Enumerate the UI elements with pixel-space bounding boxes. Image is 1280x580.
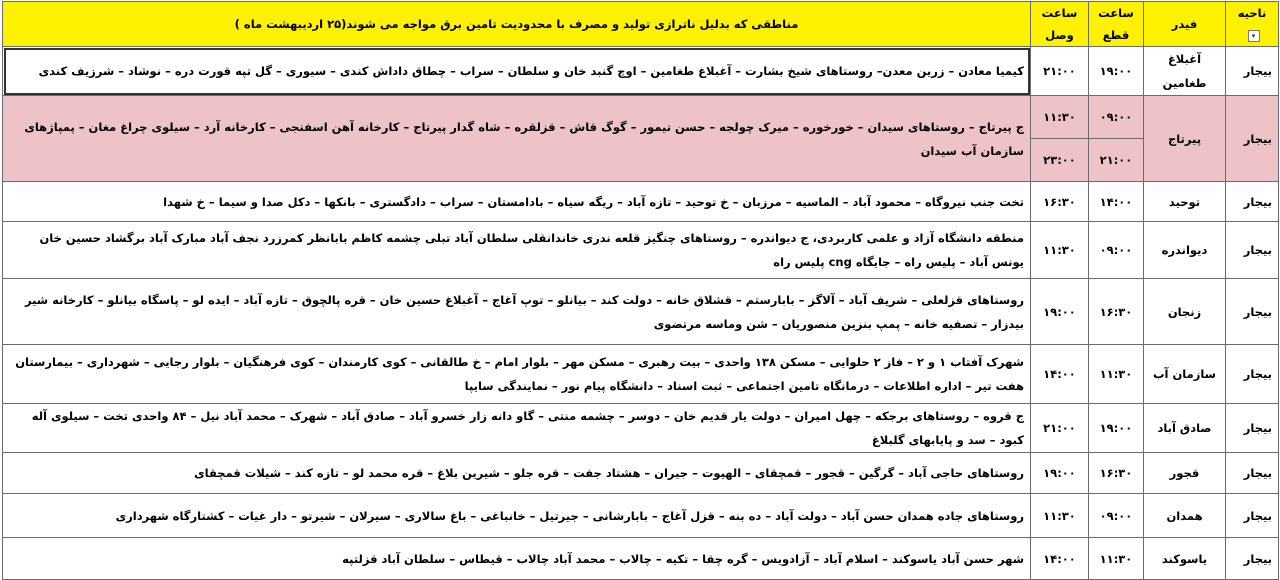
cut-time-cell: ۱۹:۰۰ (1089, 47, 1144, 96)
connect-time-cell: ۱۹:۰۰ (1031, 279, 1089, 345)
areas-cell: شهر حسن آباد یاسوکند – اسلام آباد – آزادویس – گره چقا – تکیه – چالاب – محمد آباد چالاب – قیطاس – سلطان آباد قزلتپه (3, 538, 1031, 580)
region-header-label: ناحیه (1237, 6, 1267, 20)
region-cell: بیجار (1226, 279, 1279, 345)
cut-time-cell: ۰۹:۰۰ (1089, 222, 1144, 279)
region-cell: بیجار (1226, 96, 1279, 182)
areas-cell: ج قروه – روستاهای برجکه – چهل امیران – دولت یار قدیم خان – دوسر – چشمه منتی – گاو دانه زار خسرو آباد – صادق آباد – شهرک – محمد آباد نیل – ۸۴ واحدی تخت – سیلوی آله کبود – سد و پایابهای گلبلاغ (3, 404, 1031, 453)
cut-time-cell: ۲۱:۰۰ (1089, 139, 1144, 182)
connect-time-cell: ۱۱:۳۰ (1031, 494, 1089, 538)
region-cell: بیجار (1226, 538, 1279, 580)
feeder-cell: پیرتاج (1144, 96, 1226, 182)
feeder-cell: یاسوکند (1144, 538, 1226, 580)
region-cell: بیجار (1226, 453, 1279, 494)
feeder-cell: آغبلاغ طغامین (1144, 47, 1226, 96)
areas-cell: روستاهای قزلعلی – شریف آباد – آلاگز – بابارستم – قشلاق خانه – دولت کند – بیانلو – توپ آغاج – آغبلاغ حسین خان – قره پالچوق – تازه آباد – ایده لو – پاسگاه بیانلو – کارخانه شیر بیدزار – تصفیه خانه – پمپ بنزین منصوریان – شن وماسه مرتضوی (3, 279, 1031, 345)
cut-time-cell: ۱۶:۳۰ (1089, 453, 1144, 494)
connect-time-cell: ۱۴:۰۰ (1031, 538, 1089, 580)
table-row (3, 279, 1279, 345)
connect-time-cell: ۱۹:۰۰ (1031, 453, 1089, 494)
column-header-connect-time: ساعت وصل (1031, 2, 1089, 47)
areas-cell: ج پیرتاج – روستاهای سیدان – خورخوره – میرک چولجه – حسن تیمور – گوگ قاش – قزلقره – شاه گدار پیرتاج – کارخانه آهن اسفنجی – کارخانه آرد – سیلوی چراغ مغان – پمپاژهای سازمان آب سیدان (3, 96, 1031, 182)
table-row (3, 96, 1279, 139)
connect-time-cell: ۱۴:۰۰ (1031, 345, 1089, 404)
areas-cell: روستاهای حاجی آباد – گرگین – قجور – قمچقای – الهیوت – جیران – هشتاد جفت – قره جلو – شیرین بلاغ – قره محمد لو – تازه کند – شیلات قمچقای (3, 453, 1031, 494)
column-header-feeder: فیدر (1144, 2, 1226, 47)
connect-time-cell: ۱۱:۳۰ (1031, 222, 1089, 279)
table-row (3, 404, 1279, 453)
outage-schedule-table (2, 1, 1279, 580)
feeder-cell: سازمان آب (1144, 345, 1226, 404)
feeder-cell: همدان (1144, 494, 1226, 538)
table-row (3, 538, 1279, 580)
table-row (3, 345, 1279, 404)
feeder-cell: دیواندره (1144, 222, 1226, 279)
region-cell: بیجار (1226, 494, 1279, 538)
areas-cell: تخت جنب نیروگاه – محمود آباد – الماسیه – مرزبان – خ توحید – تازه آباد – ریگه سیاه – بادامستان – سراب – دادگستری – بانکها – دکل صدا و سیما – خ شهدا (3, 182, 1031, 222)
cut-time-cell: ۱۶:۳۰ (1089, 279, 1144, 345)
feeder-cell: صادق آباد (1144, 404, 1226, 453)
connect-time-cell: ۲۱:۰۰ (1031, 47, 1089, 96)
areas-cell: شهرک آفتاب ۱ و ۲ – فاز ۲ حلوایی – مسکن ۱۳۸ واحدی – بیت رهبری – مسکن مهر – بلوار امام – خ طالقانی – کوی کارمندان – کوی فرهنگیان – بلوار رجایی – شهرداری – بیمارستان هفت تیر – اداره اطلاعات – درمانگاه تامین اجتماعی – ثبت اسناد – دانشگاه پیام نور – نمایندگی سایپا (3, 345, 1031, 404)
feeder-cell: توحید (1144, 182, 1226, 222)
connect-time-cell: ۱۶:۳۰ (1031, 182, 1089, 222)
areas-cell: روستاهای جاده همدان حسن آباد – دولت آباد – ده بنه – قزل آغاج – بابارشانی – جیرتیل – خانباغی – باغ سالاری – سیرلان – شیرتو – دار غیات – کشتارگاه شهرداری (3, 494, 1031, 538)
table-row (3, 494, 1279, 538)
region-cell: بیجار (1226, 182, 1279, 222)
table-row (3, 453, 1279, 494)
region-cell: بیجار (1226, 345, 1279, 404)
column-header-areas: مناطقی که بدلیل ناترازی تولید و مصرف با محدودیت تامین برق مواجه می شوند(۲۵ اردیبهشت ماه ) (3, 2, 1031, 47)
cut-time-cell: ۱۱:۳۰ (1089, 538, 1144, 580)
column-header-region[interactable] (1226, 2, 1279, 47)
table-row (3, 182, 1279, 222)
areas-cell: منطقه دانشگاه آزاد و علمی کاربردی، ج دیواندره – روستاهای چنگیز قلعه ندری خاندانقلی سلطان آباد تبلی چشمه کاظم بابانظر کمرزرد نجف آباد مبارک آباد برگشاد حسین خان یونس آباد – پلیس راه – جایگاه cng پلیس راه (3, 222, 1031, 279)
table-row (3, 47, 1279, 96)
connect-time-cell: ۲۱:۰۰ (1031, 404, 1089, 453)
cut-time-cell: ۱۹:۰۰ (1089, 404, 1144, 453)
column-header-cut-time: ساعت قطع (1089, 2, 1144, 47)
cut-time-cell: ۰۹:۰۰ (1089, 494, 1144, 538)
region-cell: بیجار (1226, 222, 1279, 279)
connect-time-cell: ۱۱:۳۰ (1031, 96, 1089, 139)
feeder-cell: قجور (1144, 453, 1226, 494)
feeder-cell: زنجان (1144, 279, 1226, 345)
header-row (3, 2, 1279, 47)
cut-time-cell: ۱۴:۰۰ (1089, 182, 1144, 222)
cut-time-cell: ۰۹:۰۰ (1089, 96, 1144, 139)
cut-time-cell: ۱۱:۳۰ (1089, 345, 1144, 404)
region-cell: بیجار (1226, 404, 1279, 453)
areas-cell: کیمیا معادن – زرین معدن– روستاهای شیخ بشارت – آغبلاغ طغامین – اوچ گنبد خان و سلطان – سراب – چطاق داداش کندی – سیوری – گل تپه قورت دره – نوشاد – شرزیف کندی (3, 47, 1031, 96)
table-row (3, 222, 1279, 279)
region-cell: بیجار (1226, 47, 1279, 96)
connect-time-cell: ۲۳:۰۰ (1031, 139, 1089, 182)
filter-dropdown-icon[interactable]: ▾ (1248, 30, 1260, 42)
